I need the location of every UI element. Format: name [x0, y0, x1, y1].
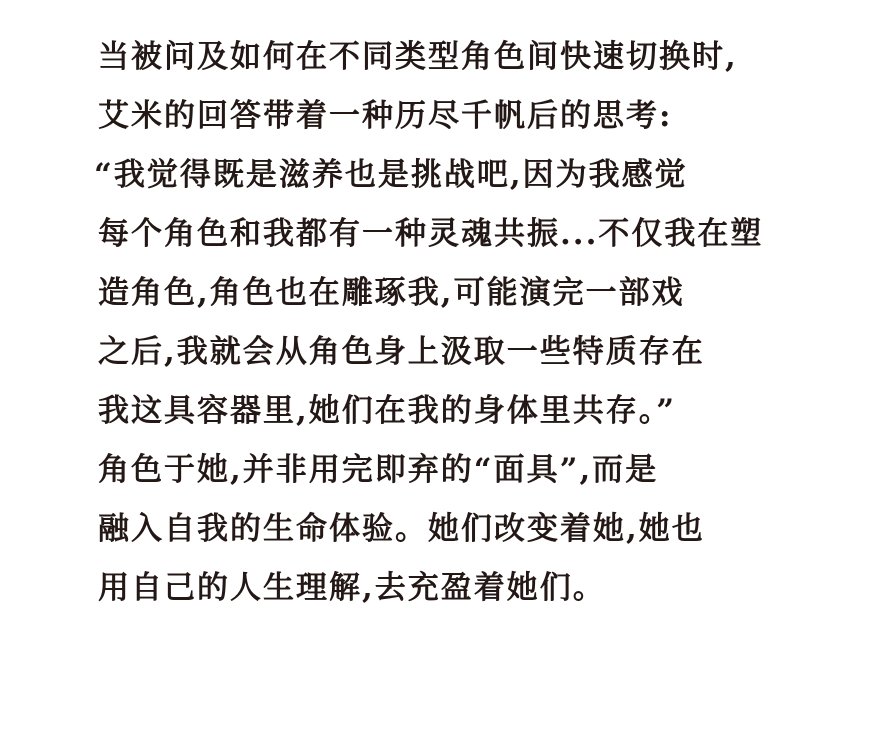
- paragraph-line: 艾米的回答带着一种历尽千帆后的思考:: [98, 98, 673, 134]
- quote-line: 我这具容器里,她们在我的身体里共存。”: [98, 393, 677, 429]
- quote-line: 每个角色和我都有一种灵魂共振...不仅我在塑: [98, 216, 764, 252]
- paragraph-line: 角色于她,并非用完即弃的“面具”,而是: [98, 452, 659, 488]
- article-body: [94, 28, 818, 618]
- quote-line: “我觉得既是滋养也是挑战吧,因为我感觉: [94, 157, 688, 193]
- quote-line: 之后,我就会从角色身上汲取一些特质存在: [98, 334, 705, 370]
- paragraph-line: 当被问及如何在不同类型角色间快速切换时,: [98, 39, 738, 75]
- paragraph-line: 用自己的人生理解,去充盈着她们。: [98, 570, 606, 606]
- paragraph-line: 融入自我的生命体验。她们改变着她,她也: [98, 511, 705, 547]
- quote-line: 造角色,角色也在雕琢我,可能演完一部戏: [98, 275, 685, 311]
